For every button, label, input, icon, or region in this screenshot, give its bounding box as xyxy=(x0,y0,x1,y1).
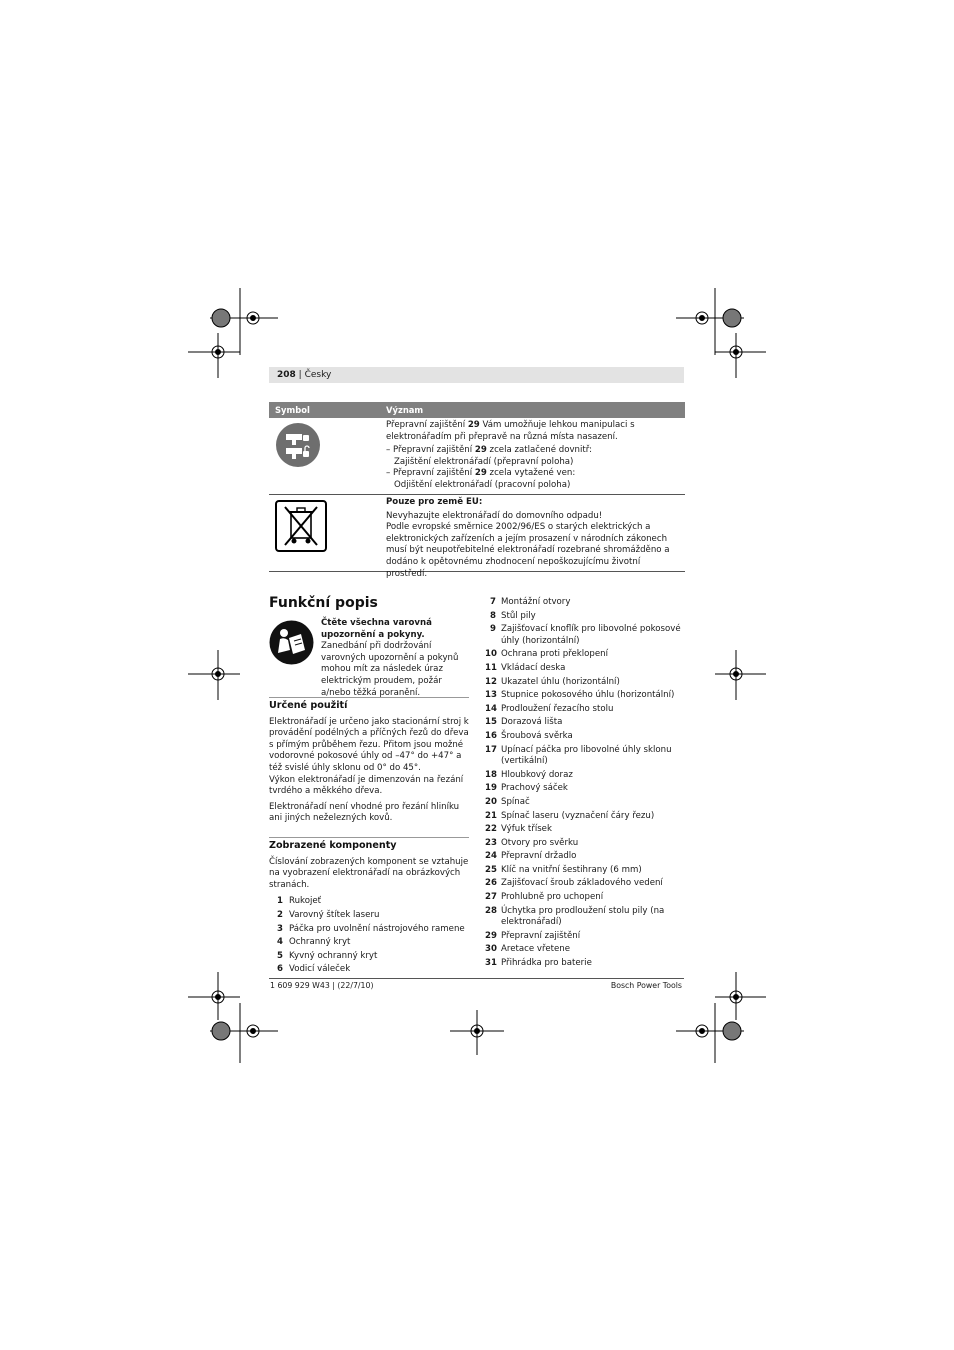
list-item xyxy=(269,950,469,964)
crossed-bin-icon xyxy=(275,500,327,557)
item-label: Zajišťovací šroub základového vedení xyxy=(501,878,663,889)
footer-brand: Bosch Power Tools xyxy=(610,981,682,990)
transport-lock-icon xyxy=(275,422,321,473)
intended-use-p3: Elektronářadí není vhodné pro řezání hliníku ani jiných neželezných kovů. xyxy=(269,801,460,824)
item-number: 18 xyxy=(485,769,497,780)
item-label: Přihrádka pro baterie xyxy=(501,958,592,969)
item-label: Stupnice pokosového úhlu (horizontální) xyxy=(501,690,675,701)
item-number: 7 xyxy=(490,597,496,607)
item-label: Varovný štítek laseru xyxy=(289,909,380,920)
item-number: 11 xyxy=(485,662,497,673)
list-item xyxy=(485,892,685,904)
item-number: 13 xyxy=(485,690,497,701)
list-item xyxy=(485,906,685,929)
weee-description: Pouze pro země EU: Nevyhazujte elektronářadí do domovního odpadu! Podle evropské směrnice 2002/96/ES o starých elektrických a elektronických zařízeních a jejím prosazení v národních zákonech musí být neupotřebitelné elektronářadí rozebrané shromážděno a dodáno k opětovnému zhodnocení nepoškozujícímu životní prostředí. xyxy=(386,497,670,579)
intended-use-title: Určené použití xyxy=(269,697,469,712)
item-number: 2 xyxy=(277,909,283,920)
footer-code: 1 609 929 W43 | (22/7/10) xyxy=(270,981,374,990)
list-item xyxy=(485,717,685,729)
item-label: Stůl pily xyxy=(501,610,536,621)
item-number: 6 xyxy=(277,964,283,975)
item-label: Ukazatel úhlu (horizontální) xyxy=(501,676,620,687)
item-number: 16 xyxy=(485,730,497,741)
components-list-left xyxy=(269,895,469,977)
item-number: 4 xyxy=(277,937,283,948)
item-label: Rukojeť xyxy=(289,896,322,907)
intended-use-p1: Elektronářadí je určeno jako stacionární stroj k provádění podélných a příčných řezů do dřeva s přímým průběhem řezu. Přitom jsou možné vodorovné pokosové úhly od –47° do +47° a též svislé úhly sklonu od 0° do 45°. xyxy=(269,716,469,773)
item-label: Upínací páčka pro libovolné úhly sklonu (vertikální) xyxy=(501,744,672,767)
list-item xyxy=(485,931,685,943)
list-item xyxy=(485,878,685,890)
list-item xyxy=(485,677,685,689)
item-number: 5 xyxy=(277,950,283,961)
item-label: Páčka pro uvolnění nástrojového ramene xyxy=(289,923,465,934)
item-label: Montážní otvory xyxy=(501,597,571,607)
page-header xyxy=(269,367,684,383)
list-item xyxy=(269,895,469,909)
list-item xyxy=(485,770,685,782)
item-number: 23 xyxy=(485,837,497,848)
item-number: 28 xyxy=(485,905,497,916)
list-item xyxy=(269,923,469,937)
item-label: Výfuk třísek xyxy=(501,824,552,835)
list-item xyxy=(269,909,469,923)
left-column xyxy=(269,697,469,977)
item-label: Spínač laseru (vyznačení čáry řezu) xyxy=(501,810,655,821)
symbol-table xyxy=(269,402,685,579)
item-number: 22 xyxy=(485,824,497,835)
item-number: 25 xyxy=(485,864,497,875)
item-number: 10 xyxy=(485,649,497,660)
list-item xyxy=(485,731,685,743)
item-label: Vodicí váleček xyxy=(289,964,351,975)
list-item xyxy=(485,611,685,623)
item-number: 19 xyxy=(485,783,497,794)
item-number: 27 xyxy=(485,892,497,903)
page-number: 208 xyxy=(277,370,296,380)
section-title: Funkční popis xyxy=(269,595,378,611)
col-meaning: Význam xyxy=(386,405,424,415)
components-title: Zobrazené komponenty xyxy=(269,837,469,852)
list-item xyxy=(485,958,685,970)
item-number: 9 xyxy=(490,624,496,635)
list-item xyxy=(485,745,685,768)
intended-use-p2: Výkon elektronářadí je dimenzován na řezání tvrdého a měkkého dřeva. xyxy=(269,774,464,797)
components-intro: Číslování zobrazených komponent se vztahuje na vyobrazení elektronářadí na obrázkových stranách. xyxy=(269,856,469,890)
item-label: Ochranný kryt xyxy=(289,937,351,948)
item-label: Kyvný ochranný kryt xyxy=(289,950,378,961)
warning-text: Čtěte všechna varovná upozornění a pokyny. Zanedbání při dodržování varovných upozornění a pokynů mohou mít za následek úraz elektrickým proudem, požár a/nebo těžká poranění. xyxy=(321,618,459,698)
item-number: 14 xyxy=(485,703,497,714)
item-label: Prachový sáček xyxy=(501,783,568,794)
item-number: 20 xyxy=(485,796,497,807)
col-symbol: Symbol xyxy=(275,405,310,415)
item-number: 12 xyxy=(485,676,497,687)
table-row xyxy=(269,495,685,579)
item-number: 8 xyxy=(490,610,496,621)
list-item xyxy=(485,704,685,716)
item-label: Prohlubně pro uchopení xyxy=(501,892,604,903)
list-item xyxy=(269,936,469,950)
item-number: 30 xyxy=(485,944,497,955)
item-label: Aretace vřetene xyxy=(501,944,570,955)
list-item xyxy=(485,851,685,863)
item-label: Spínač xyxy=(501,796,530,807)
read-manual-icon xyxy=(269,620,314,669)
item-number: 31 xyxy=(485,958,497,969)
list-item xyxy=(485,811,685,823)
list-item xyxy=(485,797,685,809)
list-item xyxy=(485,783,685,795)
item-number: 29 xyxy=(485,930,497,941)
item-number: 26 xyxy=(485,878,497,889)
header-language: Česky xyxy=(304,370,332,380)
item-number: 21 xyxy=(485,810,497,821)
list-item xyxy=(485,597,685,609)
item-number: 17 xyxy=(485,744,497,755)
item-number: 24 xyxy=(485,851,497,862)
list-item xyxy=(485,824,685,836)
list-item xyxy=(485,690,685,702)
item-label: Dorazová lišta xyxy=(501,717,563,728)
item-number: 15 xyxy=(485,717,497,728)
item-label: Otvory pro svěrku xyxy=(501,837,579,848)
item-label: Prodloužení řezacího stolu xyxy=(501,703,614,714)
list-item xyxy=(485,838,685,850)
list-item xyxy=(485,865,685,877)
item-label: Vkládací deska xyxy=(501,662,566,673)
item-number: 3 xyxy=(277,923,283,934)
header-separator: | xyxy=(298,370,302,380)
item-label: Hloubkový doraz xyxy=(501,769,573,780)
item-label: Úchytka pro prodloužení stolu pily (na elektronářadí) xyxy=(501,905,665,928)
item-number: 1 xyxy=(277,896,283,907)
table-header xyxy=(269,402,685,418)
item-label: Ochrana proti překlopení xyxy=(501,649,609,660)
item-label: Šroubová svěrka xyxy=(501,730,573,741)
table-row xyxy=(269,418,685,495)
footer-rule xyxy=(269,978,684,979)
item-label: Klíč na vnitřní šestihrany (6 mm) xyxy=(501,864,642,875)
list-item xyxy=(485,624,685,647)
list-item xyxy=(485,944,685,956)
item-label: Přepravní držadlo xyxy=(501,851,577,862)
list-item xyxy=(269,963,469,977)
item-label: Zajišťovací knoflík pro libovolné pokosové úhly (horizontální) xyxy=(501,624,681,646)
components-list-right xyxy=(485,597,685,972)
transport-lock-description: Přepravní zajištění 29 Vám umožňuje lehkou manipulaci s elektronářadím při přepravě na různá místa nasazení. – Přepravní zajištění 29 zcela zatlačené dovnitř: Zajištění elektronářadí (přepravní poloha) – Přepravní zajištění 29 zcela vytažené ven: Odjištění elektronářadí (pracovní poloha) xyxy=(386,420,635,490)
list-item xyxy=(485,663,685,675)
list-item xyxy=(485,649,685,661)
item-label: Přepravní zajištění xyxy=(501,930,581,941)
